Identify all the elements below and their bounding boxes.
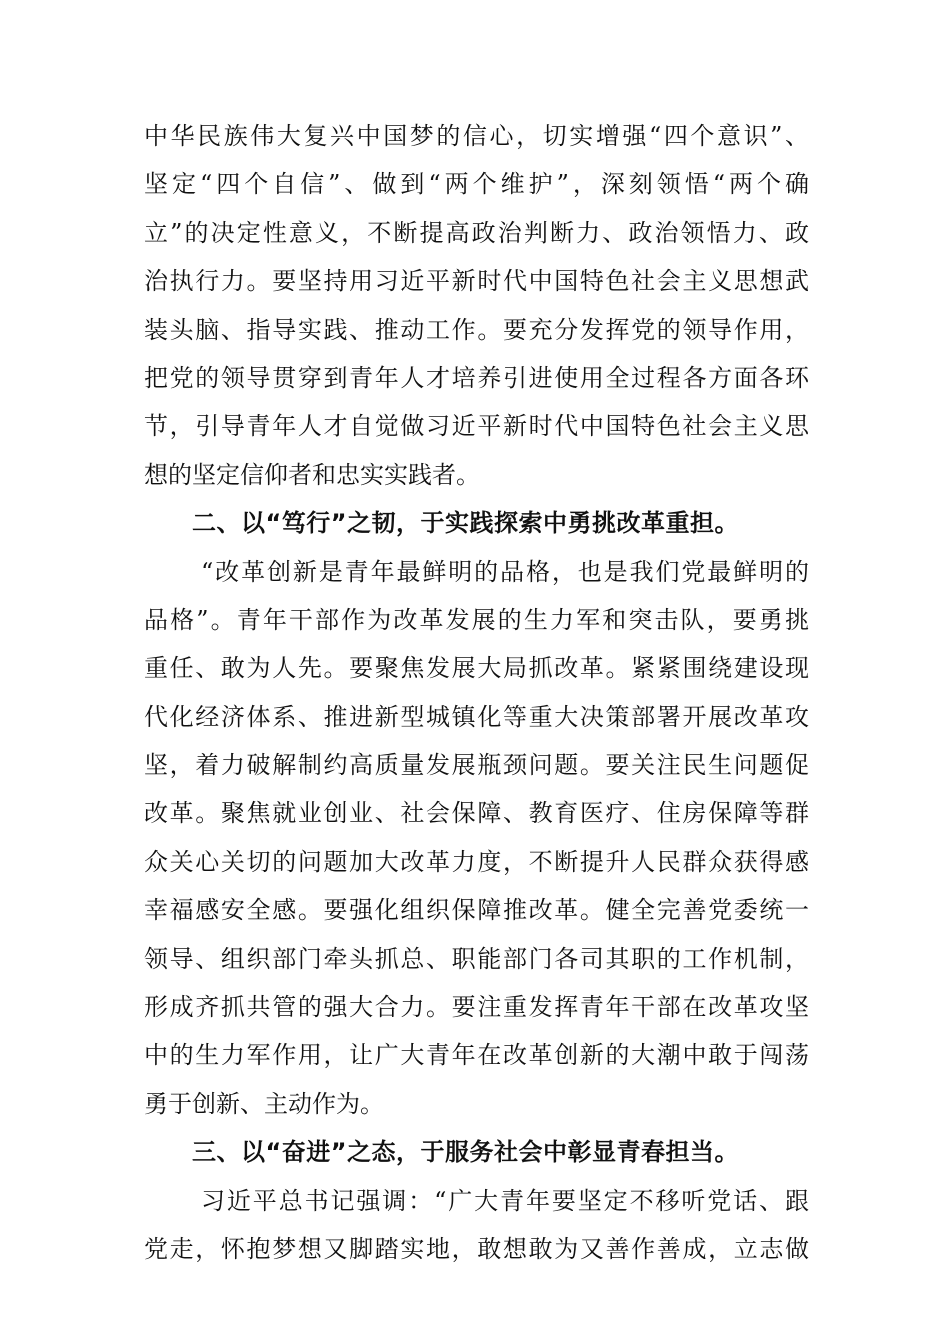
- text-line: 治执行力。要坚持用习近平新时代中国特色社会主义思想武: [144, 267, 809, 296]
- section-heading-2: 二、以“笃行”之韧，于实践探索中勇挑改革重担。: [192, 509, 740, 538]
- paragraph-3: [144, 1177, 809, 1274]
- paragraph-1: [144, 112, 809, 499]
- text-line: 形成齐抓共管的强大合力。要注重发挥青年干部在改革攻坚: [144, 993, 809, 1022]
- text-line: 把党的领导贯穿到青年人才培养引进使用全过程各方面各环: [144, 363, 809, 392]
- text-line: 勇于创新、主动作为。: [144, 1089, 384, 1118]
- document-page: [144, 112, 809, 1273]
- section-heading-3: 三、以“奋进”之态，于服务社会中彰显青春担当。: [192, 1138, 740, 1167]
- text-line: 众关心关切的问题加大改革力度，不断提升人民群众获得感: [144, 847, 809, 876]
- text-line: 品格”。青年干部作为改革发展的生力军和突击队，要勇挑: [144, 605, 809, 634]
- text-line: 中华民族伟大复兴中国梦的信心，切实增强“四个意识”、: [144, 122, 809, 150]
- text-line: 重任、敢为人先。要聚焦发展大局抓改革。紧紧围绕建设现: [144, 654, 809, 683]
- text-line: 节，引导青年人才自觉做习近平新时代中国特色社会主义思: [144, 412, 809, 441]
- text-line: 想的坚定信仰者和忠实实践者。: [144, 460, 480, 489]
- text-line: 幸福感安全感。要强化组织保障推改革。健全完善党委统一: [144, 896, 809, 925]
- text-line: 习近平总书记强调：“广大青年要坚定不移听党话、跟: [201, 1186, 809, 1215]
- text-line: 党走，怀抱梦想又脚踏实地，敢想敢为又善作善成，立志做: [144, 1234, 809, 1263]
- text-line: 立”的决定性意义，不断提高政治判断力、政治领悟力、政: [144, 218, 809, 247]
- text-line: 坚定“四个自信”、做到“两个维护”，深刻领悟“两个确: [144, 170, 809, 199]
- text-line: 装头脑、指导实践、推动工作。要充分发挥党的领导作用，: [144, 315, 809, 344]
- text-line: 坚，着力破解制约高质量发展瓶颈问题。要关注民生问题促: [144, 751, 809, 780]
- text-line: 代化经济体系、推进新型城镇化等重大决策部署开展改革攻: [144, 702, 809, 731]
- paragraph-2: [144, 548, 809, 1129]
- text-line: 中的生力军作用，让广大青年在改革创新的大潮中敢于闯荡: [144, 1041, 809, 1070]
- text-line: “改革创新是青年最鲜明的品格，也是我们党最鲜明的: [201, 557, 809, 586]
- text-line: 领导、组织部门牵头抓总、职能部门各司其职的工作机制，: [144, 944, 809, 973]
- text-line: 改革。聚焦就业创业、社会保障、教育医疗、住房保障等群: [144, 799, 809, 828]
